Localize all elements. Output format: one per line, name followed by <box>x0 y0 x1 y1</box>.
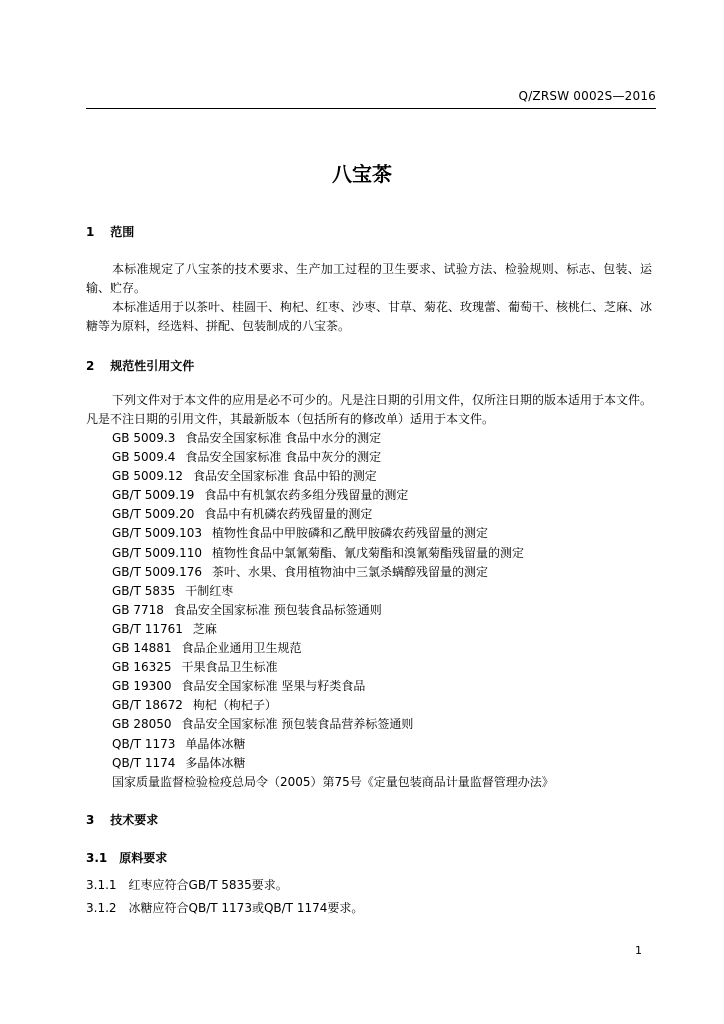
reference-item <box>112 544 554 563</box>
clause-3-1-2-text: 冰糖应符合QB/T 1173或QB/T 1174要求。 <box>128 901 364 915</box>
clause-3-1-1-text: 红枣应符合GB/T 5835要求。 <box>128 878 288 892</box>
reference-title: 干制红枣 <box>185 583 234 598</box>
references-intro: 下列文件对于本文件的应用是必不可少的。凡是注日期的引用文件，仅所注日期的版本适用于本文件。凡是不注日期的引用文件，其最新版本（包括所有的修改单）适用于本文件。 <box>86 393 653 426</box>
section-2-heading <box>86 357 194 374</box>
reference-title: 食品安全国家标准 食品中铅的测定 <box>192 469 377 484</box>
reference-title: 芝麻 <box>192 621 217 636</box>
reference-item <box>112 601 554 620</box>
clause-3-1-1 <box>86 876 288 893</box>
reference-title: 干果食品卫生标准 <box>181 660 278 675</box>
section-3-heading <box>86 811 158 828</box>
reference-item <box>112 735 554 754</box>
section-3-title: 技术要求 <box>110 813 159 827</box>
reference-item <box>112 505 554 524</box>
reference-title: 多晶体冰糖 <box>185 755 246 770</box>
subsection-3-1-heading <box>86 849 167 866</box>
reference-item <box>112 677 554 696</box>
reference-code: GB/T 5009.110 <box>112 545 202 560</box>
section-2-title: 规范性引用文件 <box>110 359 195 373</box>
reference-code: QB/T 1174 <box>112 755 176 770</box>
reference-code: QB/T 1173 <box>112 736 176 751</box>
reference-item <box>112 467 554 486</box>
reference-title: 植物性食品中甲胺磷和乙酰甲胺磷农药残留量的测定 <box>211 526 488 541</box>
reference-code: GB/T 5835 <box>112 583 176 598</box>
reference-code: GB 16325 <box>112 660 172 675</box>
reference-title: 食品安全国家标准 食品中灰分的测定 <box>185 450 382 465</box>
reference-item <box>112 563 554 582</box>
section-3-number: 3 <box>86 813 95 827</box>
reference-code: GB/T 5009.103 <box>112 526 202 541</box>
reference-code: GB/T 18672 <box>112 698 183 713</box>
reference-title: 食品安全国家标准 预包装食品标签通则 <box>173 602 382 617</box>
subsection-3-1-title: 原料要求 <box>119 851 168 865</box>
reference-item <box>112 754 554 773</box>
reference-title: 食品中有机磷农药残留量的测定 <box>204 507 373 522</box>
reference-item <box>112 658 554 677</box>
reference-title: 食品企业通用卫生规范 <box>181 641 302 656</box>
reference-title: 食品中有机氯农药多组分残留量的测定 <box>204 488 409 503</box>
header-rule <box>86 108 656 109</box>
clause-3-1-2 <box>86 899 363 916</box>
reference-item <box>112 639 554 658</box>
reference-title: 茶叶、水果、食用植物油中三氯杀螨醇残留量的测定 <box>211 564 488 579</box>
reference-title: 食品安全国家标准 坚果与籽类食品 <box>181 679 366 694</box>
reference-item <box>112 486 554 505</box>
reference-code: GB/T 5009.20 <box>112 507 195 522</box>
section-1-heading <box>86 223 134 240</box>
reference-code: GB 14881 <box>112 641 172 656</box>
clause-3-1-2-number: 3.1.2 <box>86 901 117 915</box>
reference-code: GB 7718 <box>112 602 164 617</box>
reference-item <box>112 524 554 543</box>
subsection-3-1-number: 3.1 <box>86 851 108 865</box>
reference-code: GB/T 5009.19 <box>112 488 195 503</box>
reference-code: GB/T 11761 <box>112 621 183 636</box>
section-1-number: 1 <box>86 225 95 239</box>
reference-item <box>112 429 554 448</box>
reference-list <box>112 429 554 792</box>
reference-item <box>112 582 554 601</box>
scope-paragraph-2: 本标准适用于以茶叶、桂圆干、枸杞、红枣、沙枣、甘草、菊花、玫瑰蕾、葡萄干、核桃仁、芝麻、冰糖等为原料，经选料、拼配、包装制成的八宝茶。 <box>86 300 653 333</box>
reference-code: GB 5009.4 <box>112 450 176 465</box>
section-1-title: 范围 <box>110 225 135 239</box>
reference-item <box>112 448 554 467</box>
reference-code: GB 5009.12 <box>112 469 183 484</box>
reference-code: GB/T 5009.176 <box>112 564 202 579</box>
reference-item-regulation: 国家质量监督检验检疫总局令（2005）第75号《定量包装商品计量监督管理办法》 <box>112 774 554 789</box>
section-2-number: 2 <box>86 359 95 373</box>
reference-code: GB 19300 <box>112 679 172 694</box>
scope-paragraph-1: 本标准规定了八宝茶的技术要求、生产加工过程的卫生要求、试验方法、检验规则、标志、包装、运输、贮存。 <box>86 262 652 295</box>
reference-title: 食品安全国家标准 食品中水分的测定 <box>185 431 382 445</box>
reference-title: 食品安全国家标准 预包装食品营养标签通则 <box>181 717 414 732</box>
reference-item <box>112 715 554 734</box>
reference-title: 枸杞（枸杞子） <box>192 698 277 713</box>
document-title: 八宝茶 <box>332 162 392 186</box>
reference-title: 植物性食品中氯氰菊酯、氰戊菊酯和溴氰菊酯残留量的测定 <box>211 545 524 560</box>
reference-code: GB 28050 <box>112 717 172 732</box>
clause-3-1-1-number: 3.1.1 <box>86 878 117 892</box>
reference-item <box>112 696 554 715</box>
reference-code: GB 5009.3 <box>112 431 176 445</box>
page-number: 1 <box>635 944 642 957</box>
reference-title: 单晶体冰糖 <box>185 736 246 751</box>
document-code: Q/ZRSW 0002S—2016 <box>518 89 656 103</box>
reference-item <box>112 620 554 639</box>
